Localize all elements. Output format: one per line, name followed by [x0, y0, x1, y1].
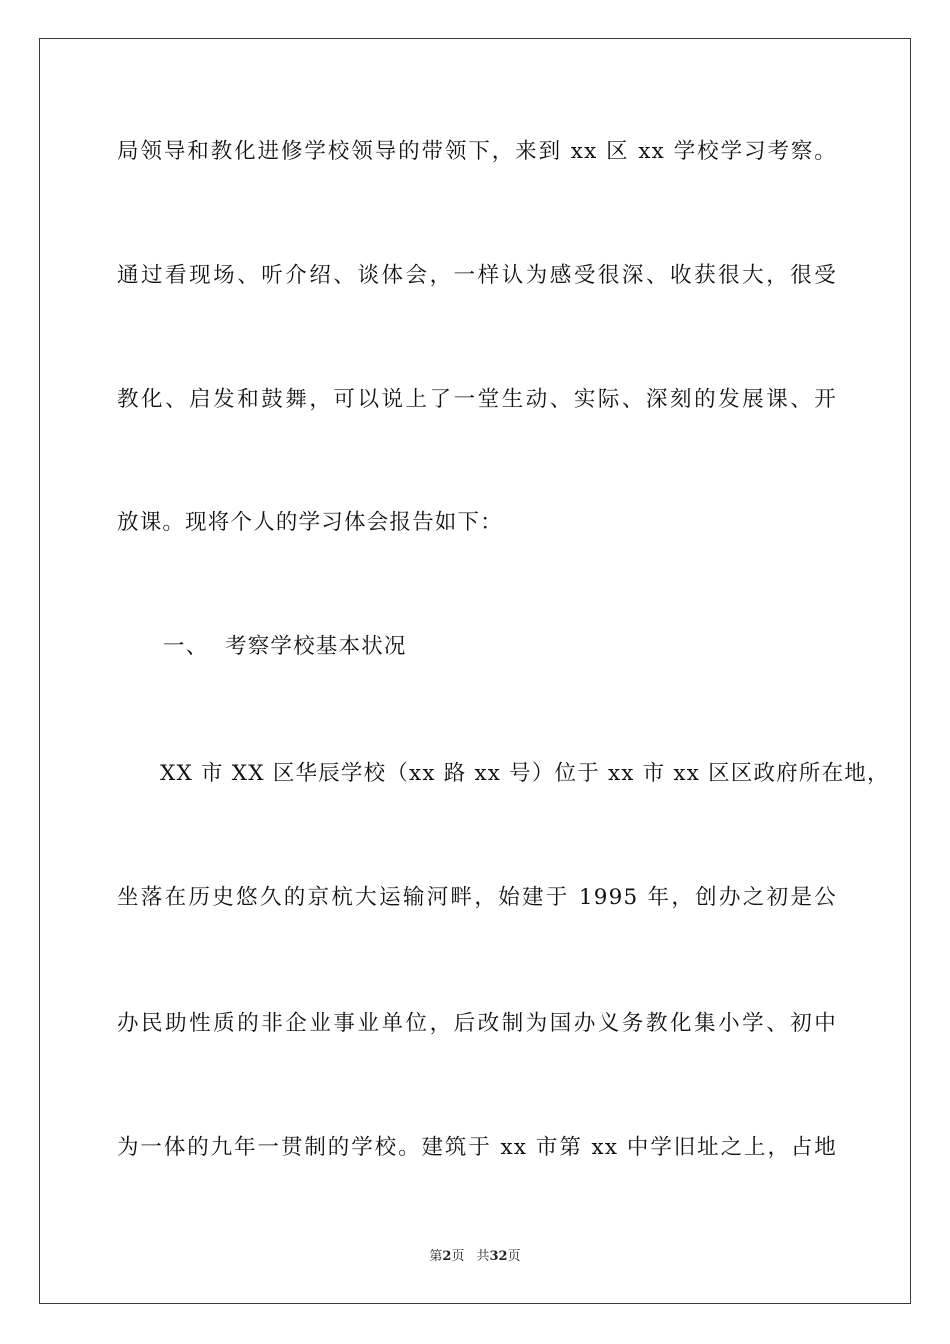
page-footer [0, 1248, 950, 1266]
body-line-7: 办民助性质的非企业事业单位，后改制为国办义务教化集小学、初中 [117, 1011, 837, 1036]
body-line-8: 为一体的九年一贯制的学校。建筑于 xx 市第 xx 中学旧址之上，占地 [117, 1135, 837, 1160]
footer-total-pages: 32 [489, 1249, 508, 1264]
body-line-5: XX 市 XX 区华辰学校（xx 路 xx 号）位于 xx 市 xx 区区政府所在地， [160, 761, 890, 786]
section-heading-text: 考察学校基本状况 [225, 634, 407, 659]
body-line-1: 局领导和教化进修学校领导的带领下，来到 xx 区 xx 学校学习考察。 [117, 139, 837, 164]
page-frame [39, 38, 911, 1304]
footer-page-number: 2 [442, 1249, 452, 1264]
body-line-2: 通过看现场、听介绍、谈体会，一样认为感受很深、收获很大，很受 [117, 263, 837, 288]
section-heading-number: 一、 [163, 634, 209, 659]
body-line-4: 放课。现将个人的学习体会报告如下： [117, 510, 503, 535]
footer-total-suffix: 页 [507, 1249, 521, 1264]
footer-page-prefix: 第 [429, 1249, 443, 1264]
body-line-3: 教化、启发和鼓舞，可以说上了一堂生动、实际、深刻的发展课、开 [117, 387, 837, 412]
footer-page-suffix: 页 [451, 1249, 465, 1264]
footer-total-prefix: 共 [476, 1249, 490, 1264]
body-line-6: 坐落在历史悠久的京杭大运输河畔，始建于 1995 年，创办之初是公 [117, 885, 837, 910]
section-heading [163, 633, 883, 661]
